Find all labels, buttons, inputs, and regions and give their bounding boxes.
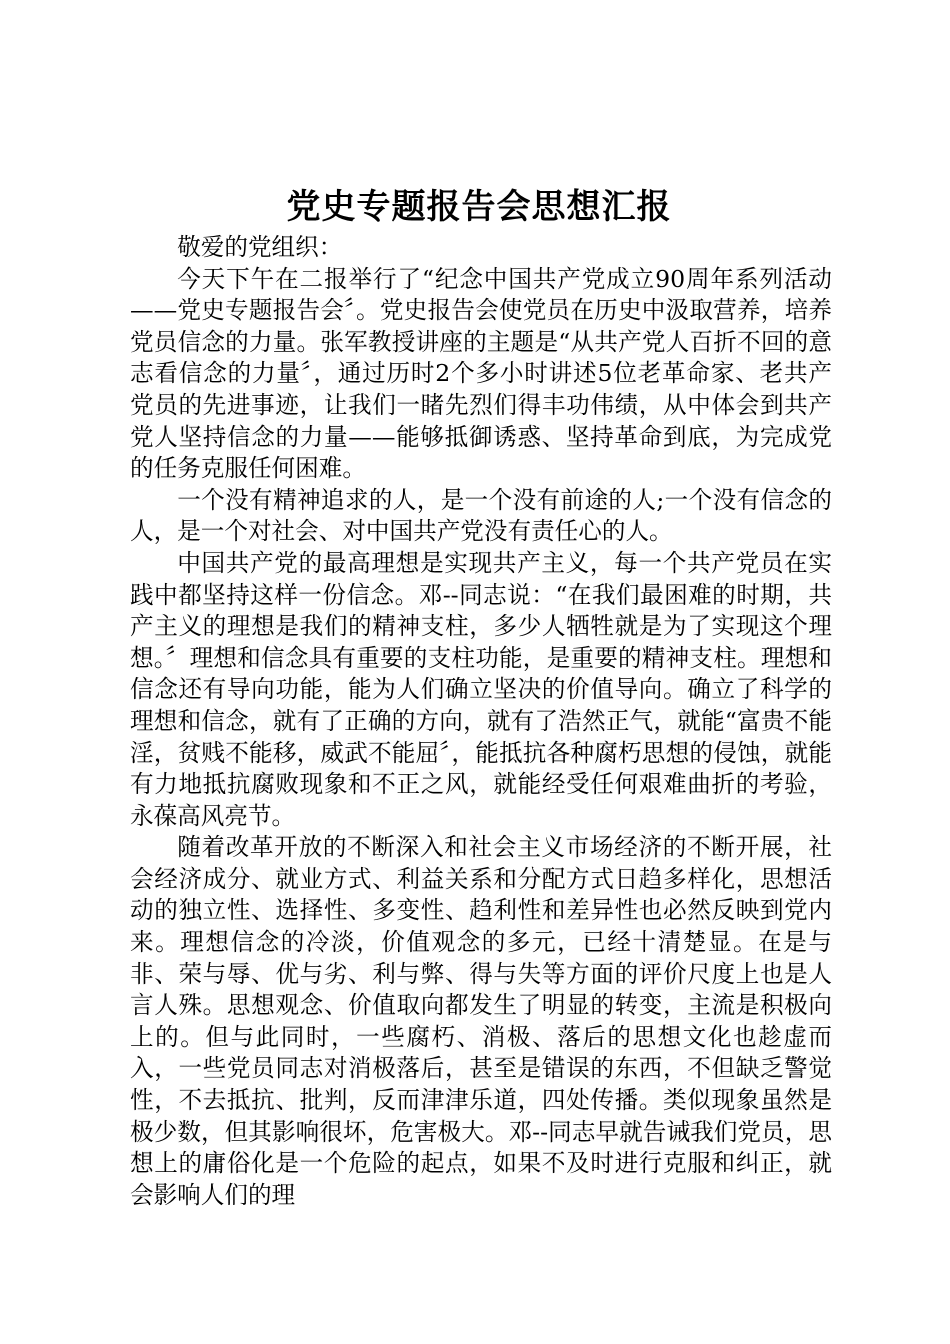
paragraph-2: 一个没有精神追求的人，是一个没有前途的人;一个没有信念的人，是一个对社会、对中国共产党没有责任心的人。 [130, 485, 832, 546]
paragraph-3: 中国共产党的最高理想是实现共产主义，每一个共产党员在实践中都坚持这样一份信念。邓--同志说：“在我们最困难的时期，共产主义的理想是我们的精神支柱，多少人牺牲就是为了实现这个理想。〞理想和信念具有重要的支柱功能，是重要的精神支柱。理想和信念还有导向功能，能为人们确立坚决的价值导向。确立了科学的理想和信念，就有了正确的方向，就有了浩然正气，就能“富贵不能淫，贫贱不能移，威武不能屈〞，能抵抗各种腐朽思想的侵蚀，就能有力地抵抗腐败现象和不正之风，就能经受任何艰难曲折的考验，永葆高风亮节。 [130, 548, 832, 830]
document-body [130, 232, 832, 1211]
salutation: 敬爱的党组织： [177, 233, 343, 261]
paragraph-4: 随着改革开放的不断深入和社会主义市场经济的不断开展，社会经济成分、就业方式、利益关系和分配方式日趋多样化，思想活动的独立性、选择性、多变性、趋利性和差异性也必然反映到党内来。理想信念的冷淡，价值观念的多元，已经十清楚显。在是与非、荣与辱、优与劣、利与弊、得与失等方面的评价尺度上也是人言人殊。思想观念、价值取向都发生了明显的转变，主流是积极向上的。但与此同时，一些腐朽、消极、落后的思想文化也趁虚而入，一些党员同志对消极落后，甚至是错误的东西，不但缺乏警觉性，不去抵抗、批判，反而津津乐道，四处传播。类似现象虽然是极少数，但其影响很坏，危害极大。邓--同志早就告诫我们党员，思想上的庸俗化是一个危险的起点，如果不及时进行克服和纠正，就会影响人们的理 [130, 833, 832, 1209]
paragraph-1: 今天下午在二报举行了“纪念中国共产党成立90周年系列活动——党史专题报告会〞。党史报告会使党员在历史中汲取营养，培养党员信念的力量。张军教授讲座的主题是“从共产党人百折不回的意志看信念的力量〞，通过历时2个多小时讲述5位老革命家、老共产党员的先进事迹，让我们一睹先烈们得丰功伟绩，从中体会到共产党人坚持信念的力量——能够抵御诱惑、坚持革命到底，为完成党的任务克服任何困难。 [130, 264, 832, 483]
document-title: 党史专题报告会思想汇报 [286, 187, 672, 227]
